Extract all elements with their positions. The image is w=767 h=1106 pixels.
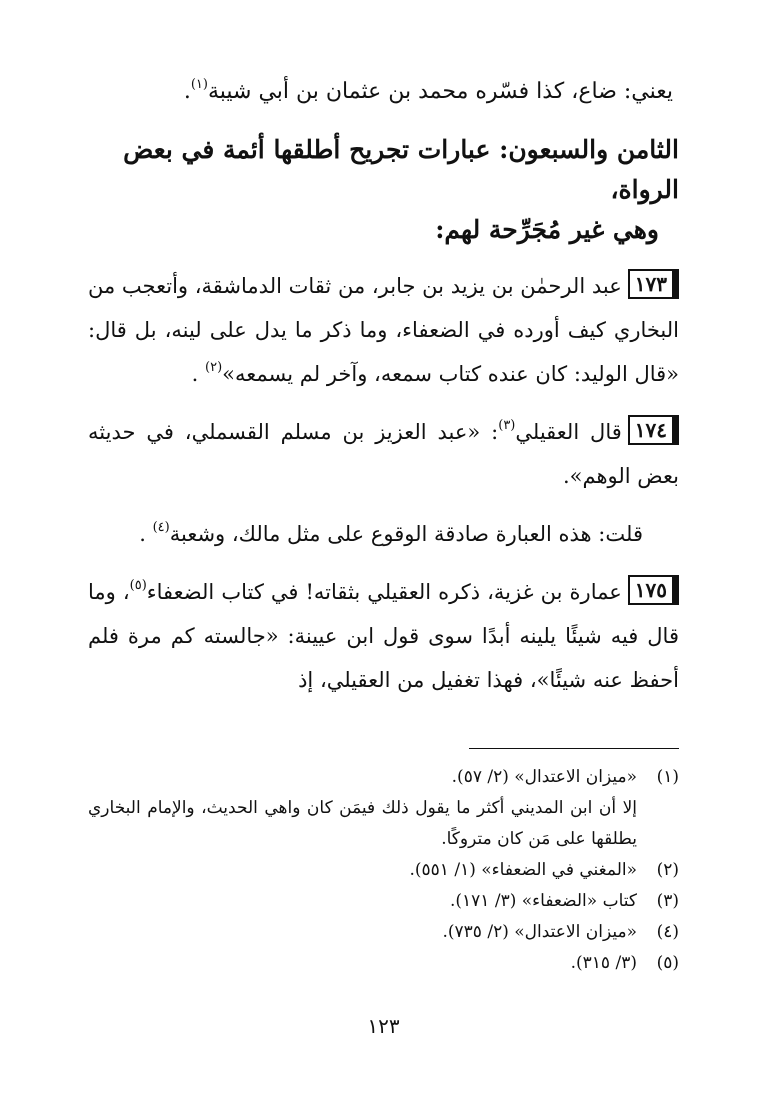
- entry-text: : «عبد العزيز بن مسلم القسملي، في حديثه بعض الوهم».: [88, 420, 679, 488]
- intro-line: [88, 72, 673, 112]
- entry-end: .: [191, 362, 199, 386]
- footnote-ref: (٤): [152, 520, 170, 535]
- entry-text: ، وما قال فيه شيئًا يلينه أبدًا سوى قول ابن عيينة: «جالسته كم مرة فلم أحفظ عنه شيئًا»، فهذا تغفيل من العقيلي، إذ: [88, 580, 679, 692]
- page-number: ١٢٣: [367, 1014, 400, 1038]
- footnote-text: (٣/ ٣١٥).: [570, 953, 637, 973]
- footnote-ref: (٥): [129, 578, 147, 593]
- footnote-2: [88, 855, 679, 886]
- intro-end: .: [183, 79, 191, 104]
- entry-number-box: ١٧٤: [628, 415, 679, 445]
- entry-number-box: ١٧٣: [628, 269, 679, 299]
- footnote-5: [88, 948, 679, 979]
- footnote-number: (١): [656, 767, 679, 787]
- footnote-ref: (١): [190, 77, 208, 92]
- footnote-ref: (٣): [498, 418, 516, 433]
- footnote-ref: (٢): [205, 360, 223, 375]
- footnote-text: «ميزان الاعتدال» (٢/ ٧٣٥).: [442, 922, 637, 942]
- heading-line-2: وهي غير مُجَرِّحة لهم:: [435, 215, 659, 244]
- heading-line-1: الثامن والسبعون: عبارات تجريح أطلقها أئمة في بعض الرواة،: [123, 135, 679, 204]
- entry-175: [88, 570, 679, 702]
- footnote-text: «المغني في الضعفاء» (١/ ٥٥١).: [409, 860, 637, 880]
- entry-text-start: عمارة بن غزية، ذكره العقيلي بثقاته! في كتاب الضعفاء: [146, 580, 622, 604]
- footnote-number: (٥): [656, 953, 679, 973]
- footnote-text: كتاب «الضعفاء» (٣/ ١٧١).: [449, 891, 637, 911]
- footnotes: [88, 762, 679, 979]
- footnote-1-continuation: إلا أن ابن المديني أكثر ما يقول ذلك فيمَن كان واهي الحديث، والإمام البخاري يطلقها على مَن كان متروكًا.: [88, 798, 637, 849]
- footnote-4: [88, 917, 679, 948]
- footnote-separator: [469, 748, 679, 749]
- entry-number-box: ١٧٥: [628, 575, 679, 605]
- footnote-3: [88, 886, 679, 917]
- footnote-number: (٢): [656, 860, 679, 880]
- entry-text: عبد الرحمٰن بن يزيد بن جابر، من ثقات الدماشقة، وأتعجب من البخاري كيف أورده في الضعفاء، وما ذكر ما يدل على لينه، بل قال: «قال الوليد: كان عنده كتاب سمعه، وآخر لم يسمعه»: [88, 274, 679, 386]
- entry-173: [88, 264, 679, 396]
- footnote-1: [88, 762, 679, 793]
- footnote-number: (٤): [656, 922, 679, 942]
- comment-paragraph: [88, 512, 679, 556]
- entry-174: [88, 410, 679, 498]
- entry-text-start: قال العقيلي: [515, 420, 622, 444]
- comment-end: .: [139, 522, 146, 546]
- section-heading: [88, 130, 679, 250]
- footnote-number: (٣): [656, 891, 679, 911]
- intro-text: يعني: ضاع، كذا فسّره محمد بن عثمان بن أبي شيبة: [207, 79, 673, 104]
- footnote-text: «ميزان الاعتدال» (٢/ ٥٧).: [451, 767, 637, 787]
- main-text: [88, 72, 679, 716]
- comment-text: قلت: هذه العبارة صادقة الوقوع على مثل مالك، وشعبة: [169, 522, 643, 546]
